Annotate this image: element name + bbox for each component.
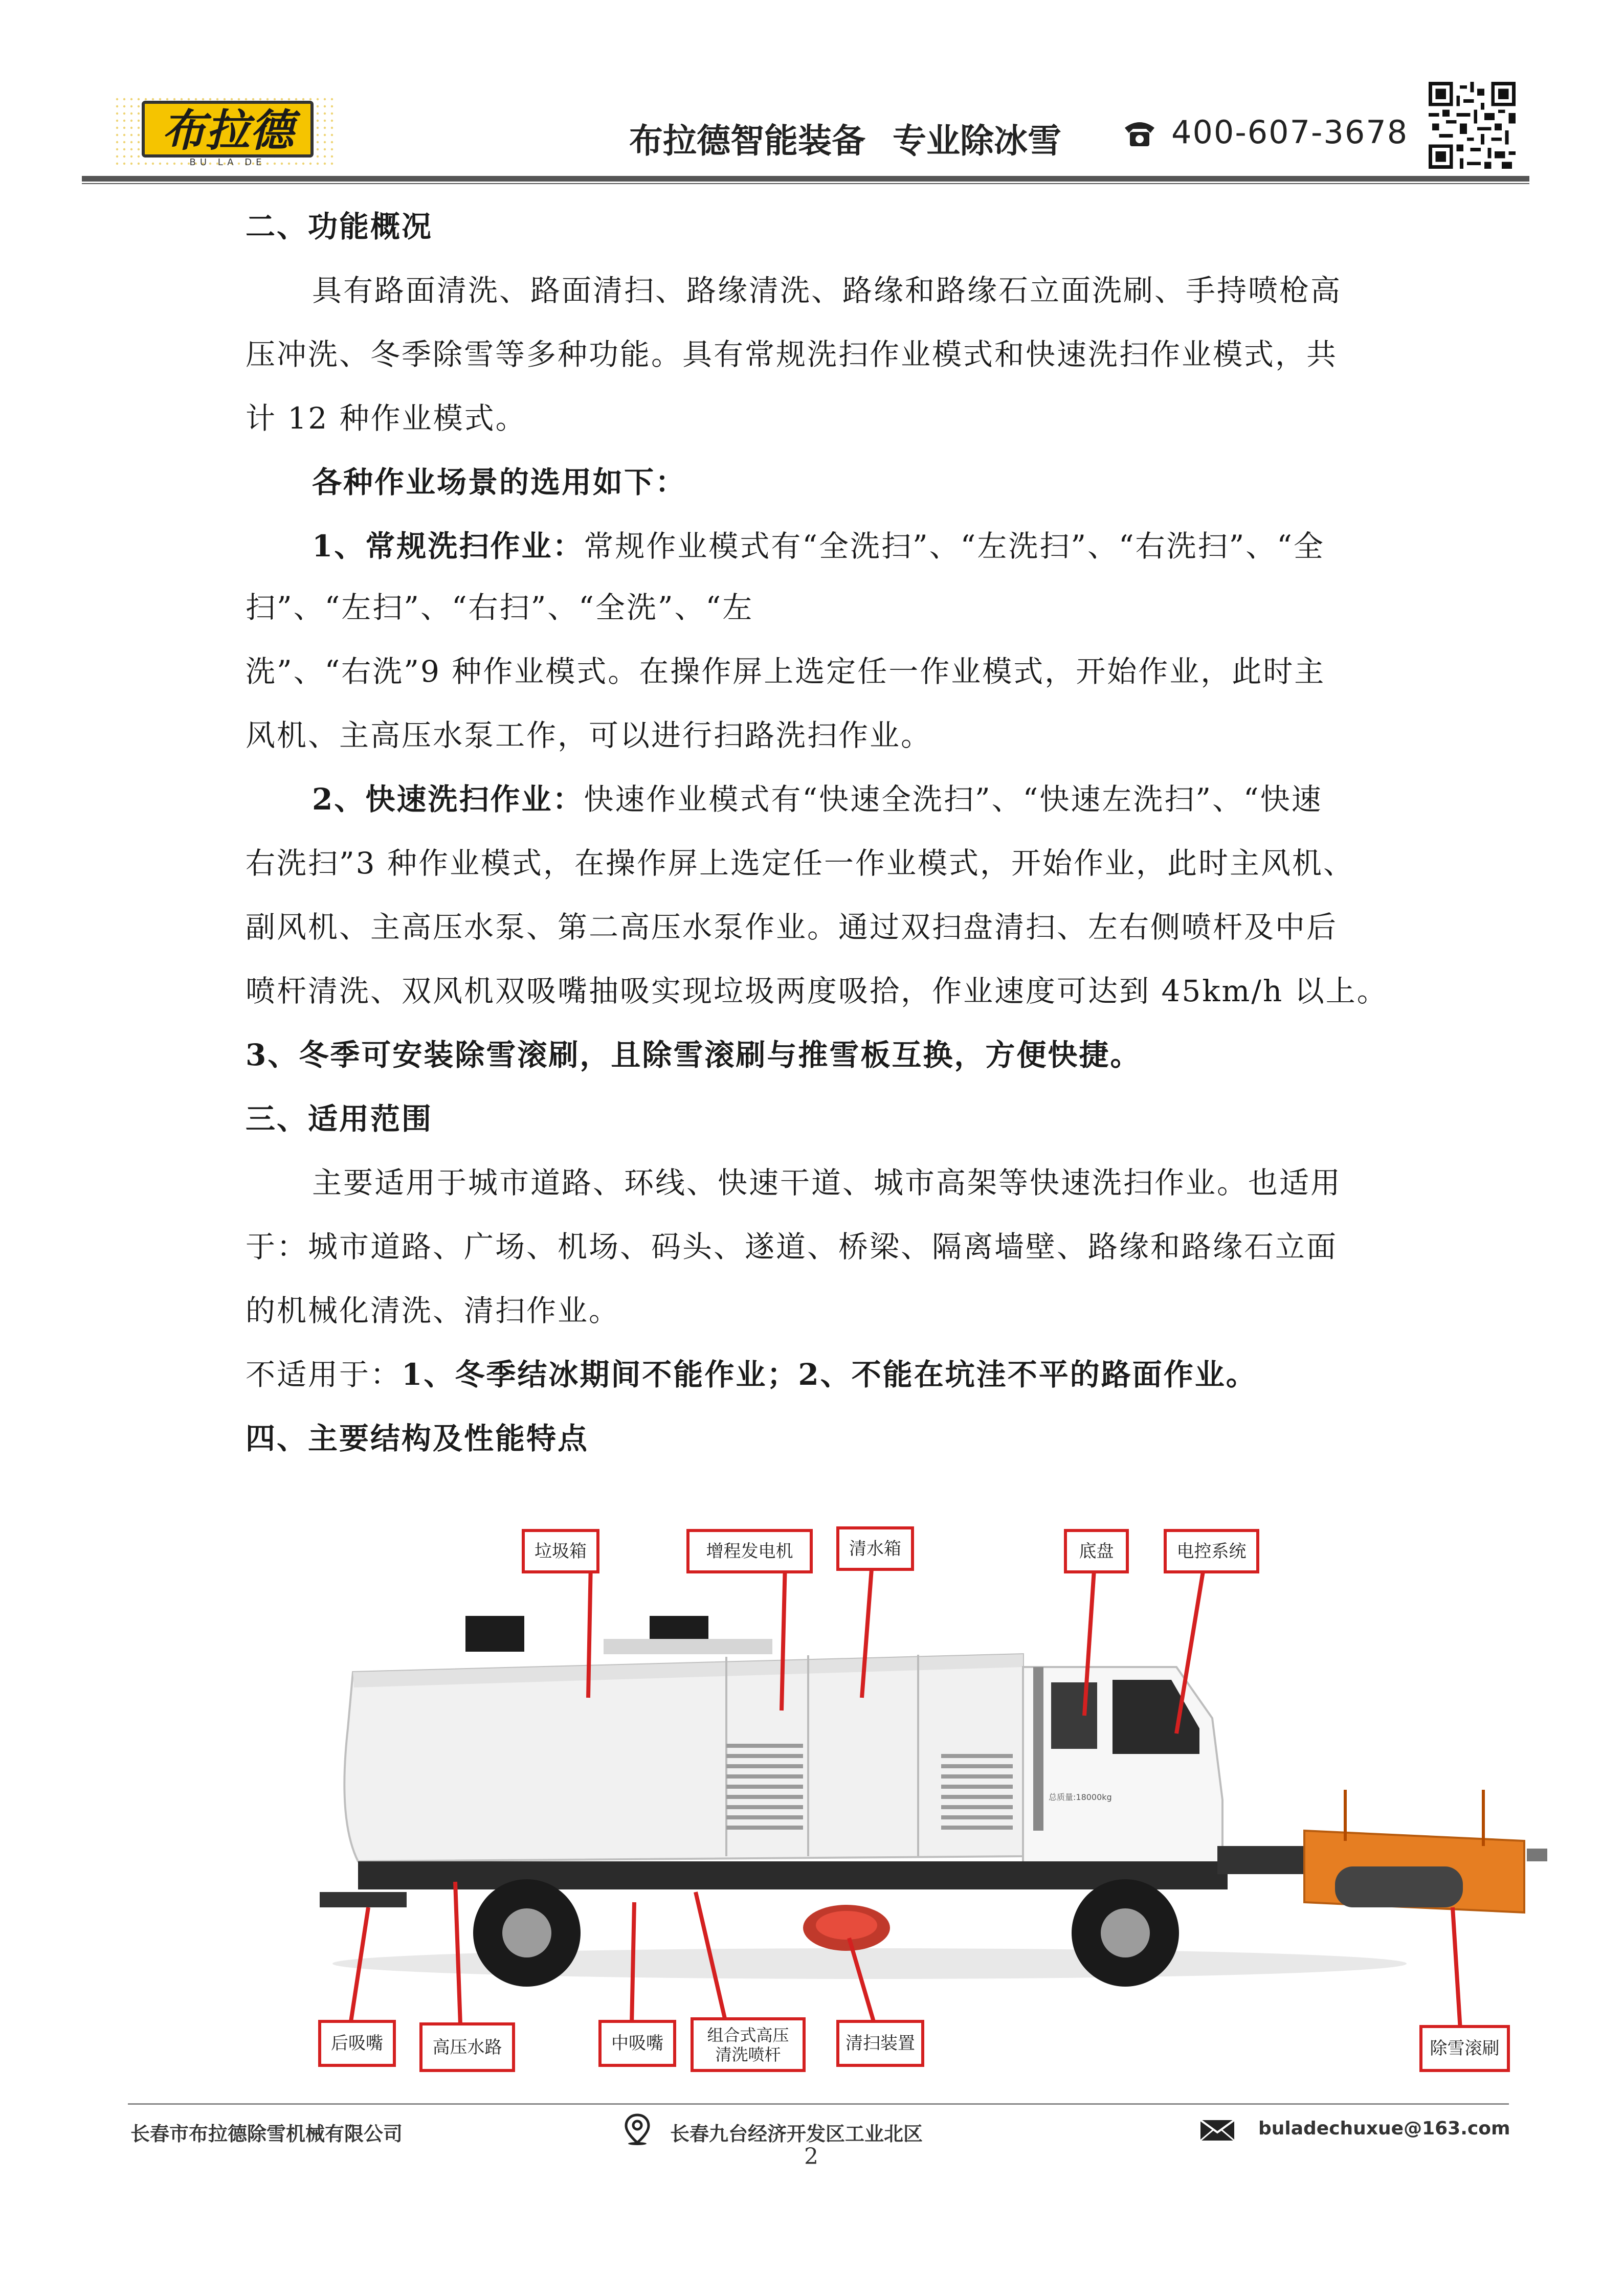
footer-address: 长春九台经济开发区工业北区: [670, 2123, 923, 2145]
logo-text: 布拉德: [162, 105, 294, 156]
truck-illustration: [307, 1514, 1565, 2091]
paragraph-line: 的机械化清洗、清扫作业。: [246, 1293, 620, 1328]
paragraph-line: 喷杆清洗、双风机双吸嘴抽吸实现垃圾两度吸拾，作业速度可达到 45km/h 以上。: [246, 974, 1388, 1008]
truck-diagram: [307, 1514, 1565, 2091]
item-title: 2、快速洗扫作业：: [312, 782, 584, 817]
paragraph-line: 洗”、“右洗”9 种作业模式。在操作屏上选定任一作业模式，开始作业，此时主: [246, 654, 1326, 689]
item-text: 快速作业模式有“快速全洗扫”、“快速左洗扫”、“快速: [584, 782, 1323, 817]
footer-company: 长春市布拉德除雪机械有限公司: [130, 2123, 403, 2145]
paragraph-line: 3、冬季可安装除雪滚刷，且除雪滚刷与推雪板互换，方便快捷。: [246, 1038, 1142, 1072]
callout-water-tank: 清水箱: [836, 1526, 914, 1571]
callout-range-extender: 增程发电机: [686, 1529, 813, 1573]
section-heading: 三、适用范围: [246, 1101, 433, 1136]
callout-mid-suction: 中吸嘴: [598, 2020, 676, 2067]
header-rule: [82, 176, 1529, 182]
company-logo: [115, 97, 335, 169]
paragraph-line: 于：城市道路、广场、机场、码头、遂道、桥梁、隔离墙壁、路缘和路缘石立面: [246, 1229, 1338, 1264]
paragraph-line: 具有路面清洗、路面清扫、路缘清洗、路缘和路缘石立面洗刷、手持喷枪高: [312, 273, 1342, 308]
header-title: 布拉德智能装备 专业除冰雪: [629, 121, 1061, 161]
item-text: 不适用于：: [246, 1357, 402, 1392]
callout-rear-suction: 后吸嘴: [318, 2020, 396, 2067]
paragraph-line: 主要适用于城市道路、环线、快速干道、城市高架等快速洗扫作业。也适用: [312, 1165, 1342, 1200]
callout-sweeper: 清扫装置: [836, 2020, 924, 2067]
paragraph-line: [312, 524, 1325, 568]
callout-chassis: 底盘: [1064, 1529, 1129, 1573]
item-title: 1、常规洗扫作业：: [312, 529, 584, 564]
footer-email: buladechuxue@163.com: [1258, 2118, 1510, 2139]
page-number: 2: [804, 2144, 818, 2170]
header-rule-thin: [82, 183, 1529, 184]
paragraph-line: [312, 777, 1323, 821]
location-pin-icon: [624, 2113, 651, 2146]
phone-number: 400-607-3678: [1171, 114, 1409, 151]
paragraph-line: 计 12 种作业模式。: [246, 401, 527, 436]
callout-hp-water: 高压水路: [419, 2022, 515, 2072]
email-icon: [1199, 2119, 1235, 2142]
callout-combined-nozzle: 组合式高压清洗喷杆: [691, 2017, 806, 2072]
truck-plate-text: 总质量:18000kg: [1049, 1792, 1112, 1802]
paragraph-line: 副风机、主高压水泵、第二高压水泵作业。通过双扫盘清扫、左右侧喷杆及中后: [246, 910, 1338, 944]
paragraph-line: 压冲洗、冬季除雪等多种功能。具有常规洗扫作业模式和快速洗扫作业模式，共: [246, 337, 1338, 372]
qr-code-icon: [1429, 82, 1516, 169]
footer-rule: [128, 2103, 1509, 2105]
section-heading: 二、功能概况: [246, 209, 433, 244]
paragraph-line: 扫”、“左扫”、“右扫”、“全洗”、“左: [246, 590, 754, 625]
section-heading: 四、主要结构及性能特点: [246, 1421, 589, 1456]
paragraph-line: 风机、主高压水泵工作，可以进行扫路洗扫作业。: [246, 718, 932, 753]
callout-garbage-box: 垃圾箱: [522, 1529, 599, 1573]
callout-electric-control: 电控系统: [1164, 1529, 1259, 1573]
item-title: 1、冬季结冰期间不能作业；2、不能在坑洼不平的路面作业。: [402, 1357, 1257, 1392]
logo-sub: BU LA DE: [189, 157, 266, 168]
item-text: 常规作业模式有“全洗扫”、“左洗扫”、“右洗扫”、“全: [584, 529, 1325, 564]
paragraph-line: [246, 1353, 1257, 1397]
phone-icon: [1123, 119, 1156, 148]
callout-snow-brush: 除雪滚刷: [1419, 2025, 1510, 2072]
subheading: 各种作业场景的选用如下：: [312, 465, 687, 500]
paragraph-line: 右洗扫”3 种作业模式，在操作屏上选定任一作业模式，开始作业，此时主风机、: [246, 846, 1354, 881]
